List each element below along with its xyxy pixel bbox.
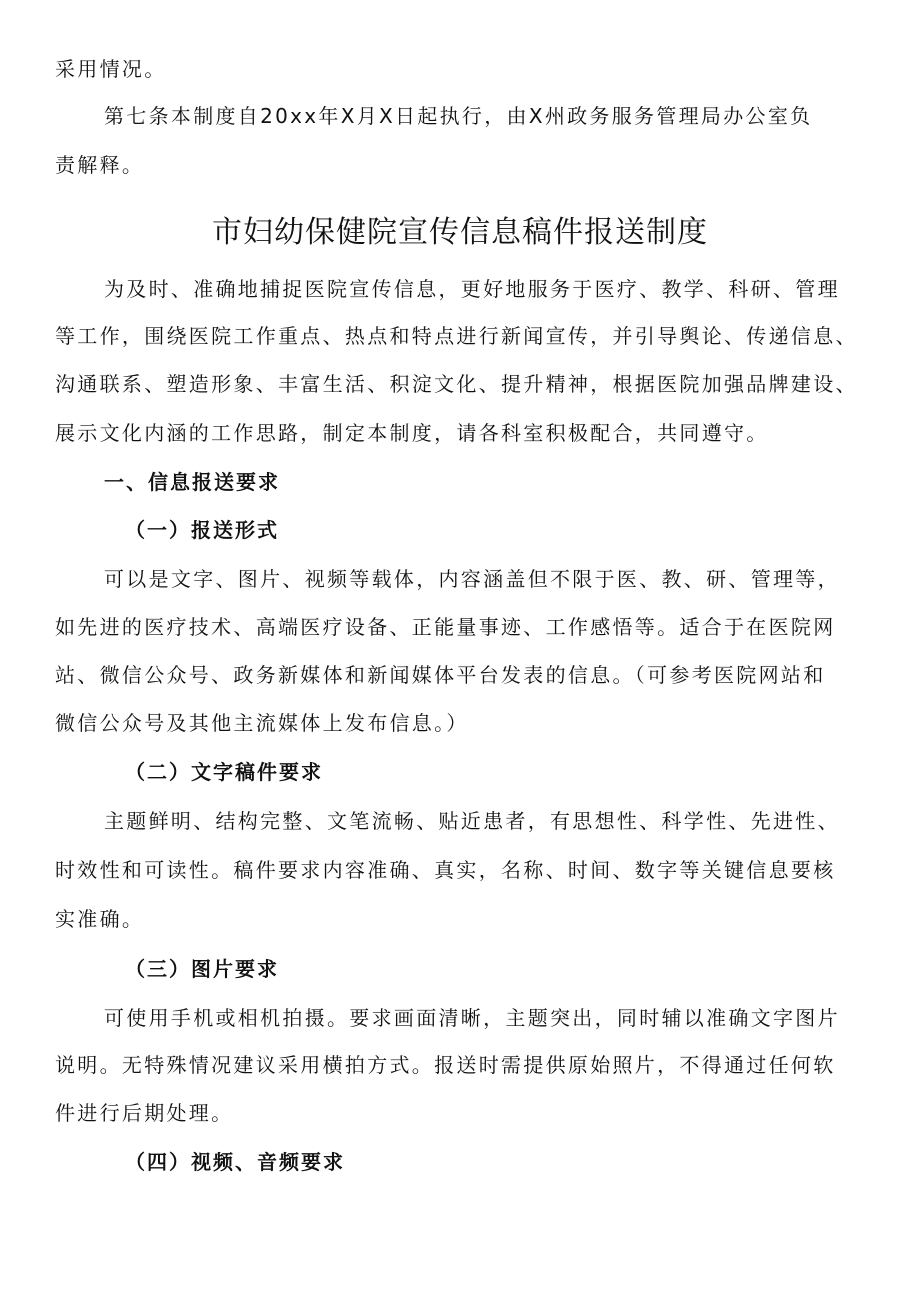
- section-heading: 一、信息报送要求: [104, 470, 280, 494]
- paragraph-line: 等工作，围绕医院工作重点、热点和特点进行新闻宣传，并引导舆论、传递信息、: [55, 324, 858, 348]
- paragraph-line: 微信公众号及其他主流媒体上发布信息。）: [55, 711, 469, 735]
- subsection-heading: （四）视频、音频要求: [125, 1150, 345, 1174]
- paragraph-line: 如先进的医疗技术、高端医疗设备、正能量事迹、工作感悟等。适合于在医院网: [55, 615, 836, 639]
- paragraph-line: 为及时、准确地捕捉医院宣传信息，更好地服务于医疗、教学、科研、管理: [104, 277, 840, 301]
- subsection-heading: （三）图片要求: [125, 957, 279, 981]
- paragraph-line: 说明。无特殊情况建议采用横拍方式。报送时需提供原始照片，不得通过任何软: [55, 1053, 836, 1077]
- paragraph-line: 展示文化内涵的工作思路，制定本制度，请各科室积极配合，共同遵守。: [55, 421, 769, 445]
- subsection-heading: （二）文字稿件要求: [125, 760, 323, 784]
- document-title: 市妇幼保健院宣传信息稿件报送制度: [212, 215, 708, 250]
- paragraph-line: 主题鲜明、结构完整、文笔流畅、贴近患者，有思想性、科学性、先进性、: [104, 809, 840, 833]
- paragraph-line: 时效性和可读性。稿件要求内容准确、真实，名称、时间、数字等关键信息要核: [55, 858, 836, 882]
- paragraph-line: 可以是文字、图片、视频等载体，内容涵盖但不限于医、教、研、管理等，: [104, 567, 840, 591]
- paragraph-line: 可使用手机或相机拍摄。要求画面清晰，主题突出，同时辅以准确文字图片: [104, 1006, 840, 1030]
- paragraph-line: 采用情况。: [55, 57, 167, 81]
- paragraph-line: 件进行后期处理。: [55, 1101, 234, 1125]
- paragraph-line: 站、微信公众号、政务新媒体和新闻媒体平台发表的信息。（可参考医院网站和: [55, 663, 826, 687]
- paragraph-line: 实准确。: [55, 907, 145, 931]
- paragraph-line: 第七条本制度自20xx年X月X日起执行，由X州政务服务管理局办公室负: [104, 104, 813, 128]
- paragraph-line: 沟通联系、塑造形象、丰富生活、积淀文化、提升精神，根据医院加强品牌建设、: [55, 372, 858, 396]
- paragraph-line: 责解释。: [55, 153, 145, 177]
- subsection-heading: （一）报送形式: [125, 518, 279, 542]
